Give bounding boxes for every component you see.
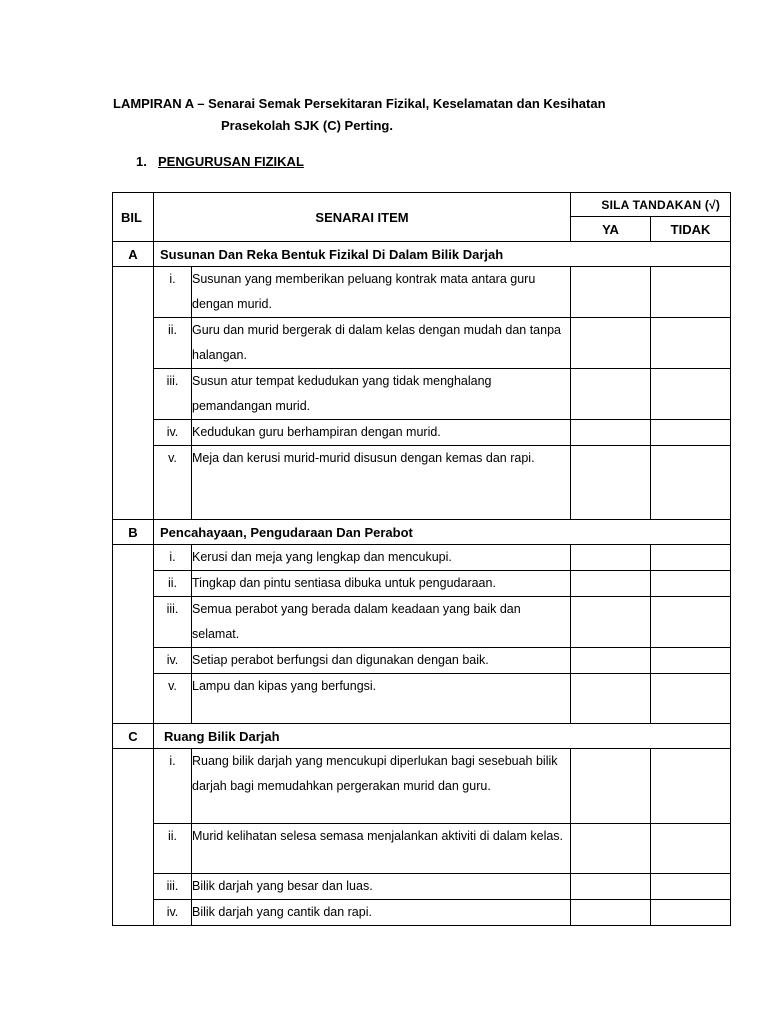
checkbox-ya[interactable]	[571, 369, 651, 420]
item-number: i.	[154, 267, 192, 318]
table-row	[113, 571, 731, 597]
checkbox-tidak[interactable]	[651, 545, 731, 571]
checkbox-tidak[interactable]	[651, 674, 731, 724]
table-row	[113, 874, 731, 900]
item-text: Susun atur tempat kedudukan yang tidak menghalang pemandangan murid.	[192, 369, 571, 420]
checkbox-tidak[interactable]	[651, 571, 731, 597]
title-line-1: LAMPIRAN A – Senarai Semak Persekitaran Fizikal, Keselamatan dan Kesihatan	[113, 96, 606, 111]
item-number: iii.	[154, 874, 192, 900]
section-letter: C	[113, 724, 154, 749]
checkbox-tidak[interactable]	[651, 267, 731, 318]
checkbox-ya[interactable]	[571, 545, 651, 571]
table-row	[113, 446, 731, 520]
checkbox-ya[interactable]	[571, 648, 651, 674]
checkbox-ya[interactable]	[571, 874, 651, 900]
section-row-c	[113, 724, 731, 749]
checkbox-ya[interactable]	[571, 446, 651, 520]
item-number: i.	[154, 545, 192, 571]
item-number: iv.	[154, 420, 192, 446]
checkbox-tidak[interactable]	[651, 874, 731, 900]
section-title: PENGURUSAN FIZIKAL	[158, 154, 304, 169]
item-number: i.	[154, 749, 192, 824]
checkbox-tidak[interactable]	[651, 597, 731, 648]
item-text: Tingkap dan pintu sentiasa dibuka untuk pengudaraan.	[192, 571, 571, 597]
table-row	[113, 369, 731, 420]
title-line-2: Prasekolah SJK (C) Perting.	[221, 118, 393, 133]
checkbox-tidak[interactable]	[651, 900, 731, 926]
checkbox-tidak[interactable]	[651, 648, 731, 674]
table-row	[113, 597, 731, 648]
section-number: 1.	[136, 154, 147, 169]
item-number: ii.	[154, 824, 192, 874]
item-text: Semua perabot yang berada dalam keadaan yang baik dan selamat.	[192, 597, 571, 648]
header-ya: YA	[571, 217, 651, 242]
section-row-a	[113, 242, 731, 267]
section-title-a: Susunan Dan Reka Bentuk Fizikal Di Dalam Bilik Darjah	[154, 242, 731, 267]
table-row	[113, 318, 731, 369]
table-row	[113, 824, 731, 874]
document-title	[113, 93, 606, 137]
checkbox-tidak[interactable]	[651, 824, 731, 874]
section-title-c: Ruang Bilik Darjah	[154, 724, 731, 749]
item-text: Susunan yang memberikan peluang kontrak mata antara guru dengan murid.	[192, 267, 571, 318]
header-senarai-item: SENARAI ITEM	[154, 193, 571, 242]
item-number: ii.	[154, 571, 192, 597]
item-text: Bilik darjah yang cantik dan rapi.	[192, 900, 571, 926]
item-number: v.	[154, 446, 192, 520]
checkbox-tidak[interactable]	[651, 318, 731, 369]
section-title-b: Pencahayaan, Pengudaraan Dan Perabot	[154, 520, 731, 545]
table-row	[113, 674, 731, 724]
table-row	[113, 749, 731, 824]
header-sila-tandakan: SILA TANDAKAN (√)	[571, 193, 731, 217]
checkbox-ya[interactable]	[571, 267, 651, 318]
checkbox-ya[interactable]	[571, 597, 651, 648]
table-row	[113, 900, 731, 926]
header-bil: BIL	[113, 193, 154, 242]
item-text: Guru dan murid bergerak di dalam kelas dengan mudah dan tanpa halangan.	[192, 318, 571, 369]
section-heading	[136, 152, 304, 172]
checkbox-tidak[interactable]	[651, 369, 731, 420]
item-number: v.	[154, 674, 192, 724]
table-row	[113, 420, 731, 446]
item-number: iv.	[154, 648, 192, 674]
item-text: Meja dan kerusi murid-murid disusun dengan kemas dan rapi.	[192, 446, 571, 520]
item-number: iii.	[154, 369, 192, 420]
item-text: Kerusi dan meja yang lengkap dan mencukupi.	[192, 545, 571, 571]
checkbox-tidak[interactable]	[651, 420, 731, 446]
header-tidak: TIDAK	[651, 217, 731, 242]
bil-cell	[113, 545, 154, 724]
item-text: Lampu dan kipas yang berfungsi.	[192, 674, 571, 724]
bil-cell	[113, 749, 154, 926]
checkbox-ya[interactable]	[571, 571, 651, 597]
section-letter: A	[113, 242, 154, 267]
checkbox-ya[interactable]	[571, 318, 651, 369]
item-text: Murid kelihatan selesa semasa menjalankan aktiviti di dalam kelas.	[192, 824, 571, 874]
checklist-table	[112, 192, 731, 926]
checkbox-ya[interactable]	[571, 900, 651, 926]
checkbox-ya[interactable]	[571, 824, 651, 874]
item-text: Ruang bilik darjah yang mencukupi diperlukan bagi sesebuah bilik darjah bagi memudahkan pergerakan murid dan guru.	[192, 749, 571, 824]
checkbox-ya[interactable]	[571, 674, 651, 724]
checkbox-tidak[interactable]	[651, 749, 731, 824]
table-row	[113, 648, 731, 674]
checkbox-ya[interactable]	[571, 420, 651, 446]
checkbox-ya[interactable]	[571, 749, 651, 824]
table-row	[113, 545, 731, 571]
header-row-1	[113, 193, 731, 217]
checkbox-tidak[interactable]	[651, 446, 731, 520]
item-number: ii.	[154, 318, 192, 369]
item-number: iii.	[154, 597, 192, 648]
section-letter: B	[113, 520, 154, 545]
table-row	[113, 267, 731, 318]
item-text: Kedudukan guru berhampiran dengan murid.	[192, 420, 571, 446]
section-row-b	[113, 520, 731, 545]
item-text: Setiap perabot berfungsi dan digunakan dengan baik.	[192, 648, 571, 674]
bil-cell	[113, 267, 154, 520]
item-number: iv.	[154, 900, 192, 926]
item-text: Bilik darjah yang besar dan luas.	[192, 874, 571, 900]
